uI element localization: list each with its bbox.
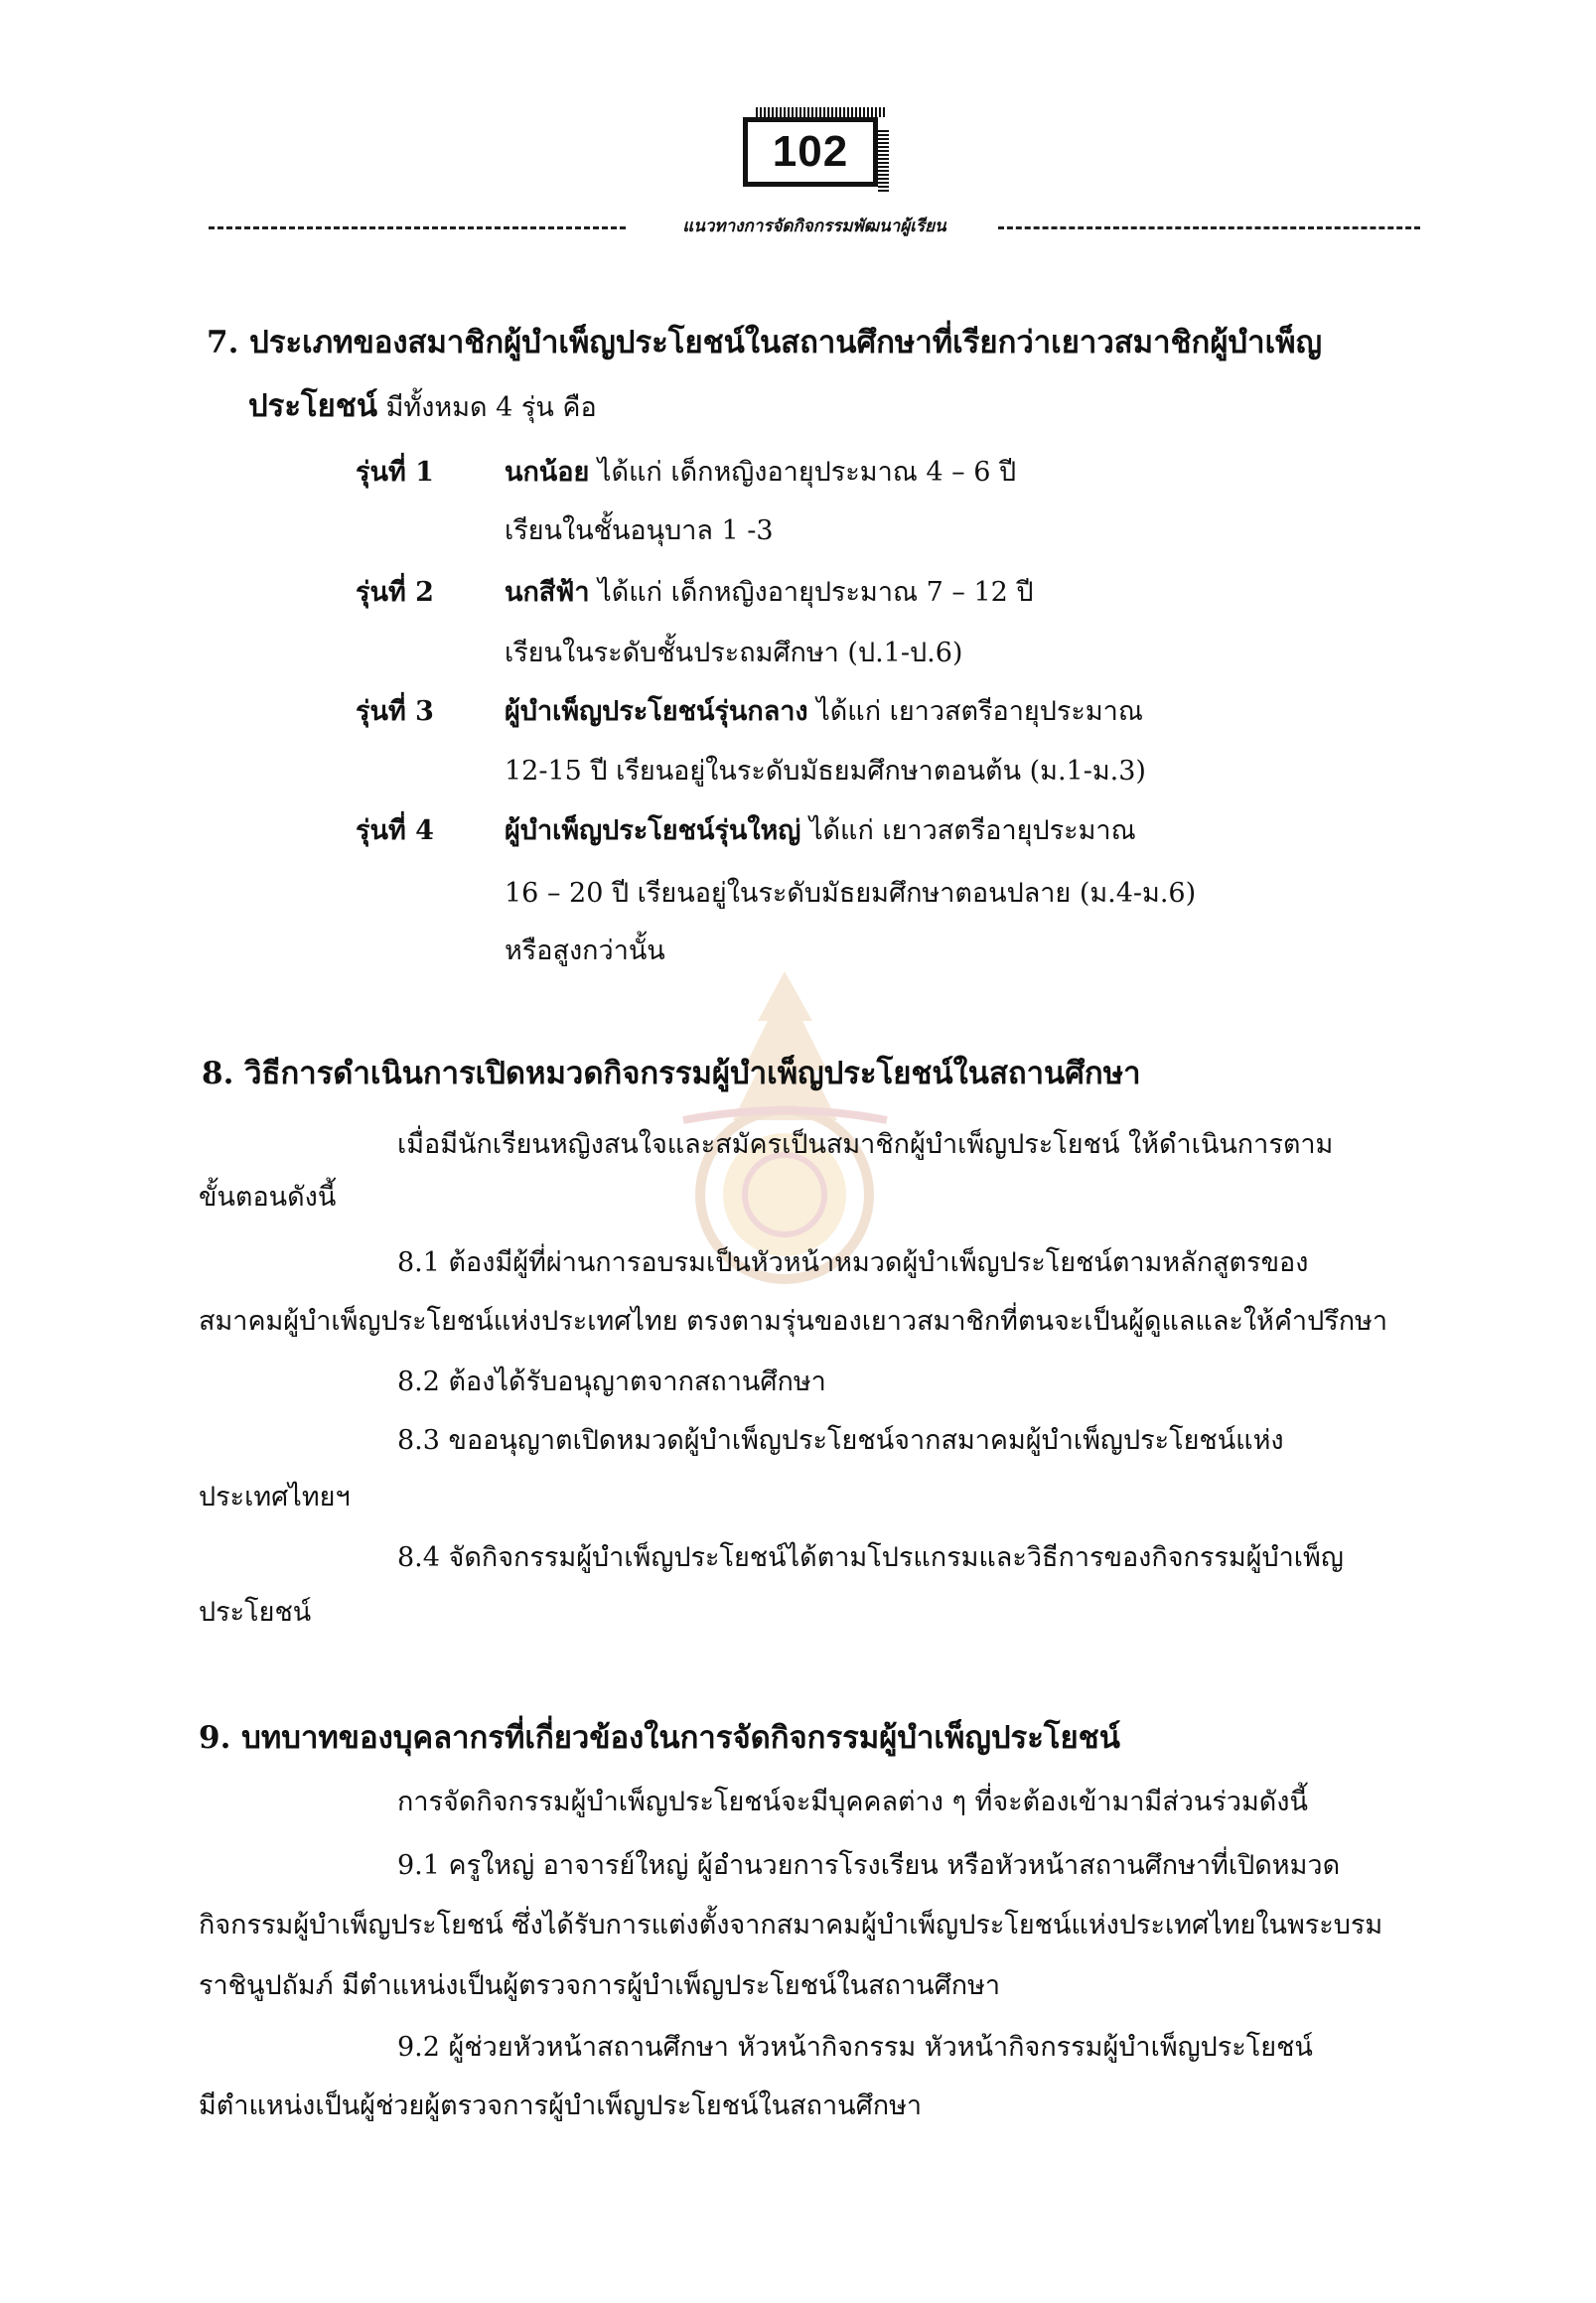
batch-label: รุ่นที่ 4 [356, 815, 434, 846]
batch-line2: เรียนในระดับชั้นประถมศึกษา (ป.1-ป.6) [505, 638, 963, 668]
section7-heading-line2 [248, 388, 597, 424]
batch-title: ผู้บำเพ็ญประโยชน์รุ่นกลาง [505, 696, 808, 727]
batch-label: รุ่นที่ 2 [356, 577, 434, 608]
batch-line [505, 817, 1136, 844]
section9-item-9-2-line1: 9.2 ผู้ช่วยหัวหน้าสถานศึกษา หัวหน้ากิจกรรม หัวหน้ากิจกรรมผู้บำเพ็ญประโยชน์ [397, 2032, 1313, 2063]
batch-desc: ได้แก่ เด็กหญิงอายุประมาณ 7 – 12 ปี [589, 577, 1034, 608]
section8-item-8-4-line2: ประโยชน์ [199, 1597, 312, 1628]
section8-intro-line2: ขั้นตอนดังนี้ [199, 1182, 337, 1213]
section9-item-9-1-line2: กิจกรรมผู้บำเพ็ญประโยชน์ ซึ่งได้รับการแต่งตั้งจากสมาคมผู้บำเพ็ญประโยชน์แห่งประเทศไทยในพระบรม [199, 1910, 1383, 1941]
batch-title: นกน้อย [505, 457, 590, 488]
section9-intro: การจัดกิจกรรมผู้บำเพ็ญประโยชน์จะมีบุคคลต่าง ๆ ที่จะต้องเข้ามามีส่วนร่วมดังนี้ [397, 1787, 1308, 1817]
header-rule-right [998, 226, 1420, 229]
batch-title: นกสีฟ้า [505, 577, 590, 608]
section8-item-8-1-line1: 8.1 ต้องมีผู้ที่ผ่านการอบรมเป็นหัวหน้าหมวดผู้บำเพ็ญประโยชน์ตามหลักสูตรของ [397, 1247, 1309, 1278]
batch-desc: ได้แก่ เด็กหญิงอายุประมาณ 4 – 6 ปี [589, 457, 1017, 488]
section8-item-8-3-line1: 8.3 ขออนุญาตเปิดหมวดผู้บำเพ็ญประโยชน์จากสมาคมผู้บำเพ็ญประโยชน์แห่ง [397, 1425, 1284, 1456]
header-rule-left [209, 226, 626, 229]
batch-line2: 12-15 ปี เรียนอยู่ในระดับมัธยมศึกษาตอนต้น (ม.1-ม.3) [505, 756, 1146, 787]
section8-item-8-3-line2: ประเทศไทยฯ [199, 1482, 351, 1512]
section7-heading-bold: ประโยชน์ [248, 388, 378, 424]
section9-item-9-1-line1: 9.1 ครูใหญ่ อาจารย์ใหญ่ ผู้อำนวยการโรงเรียน หรือหัวหน้าสถานศึกษาที่เปิดหมวด [397, 1850, 1341, 1881]
batch-label: รุ่นที่ 1 [356, 457, 434, 488]
section8-heading: 8. วิธีการดำเนินการเปิดหมวดกิจกรรมผู้บำเพ็ญประโยชน์ในสถานศึกษา [202, 1056, 1141, 1091]
page-number: 102 [772, 127, 849, 176]
watermark-seal-icon [663, 961, 907, 1289]
section9-item-9-1-line3: ราชินูปถัมภ์ มีตำแหน่งเป็นผู้ตรวจการผู้บำเพ็ญประโยชน์ในสถานศึกษา [199, 1970, 1001, 2001]
batch-line2: 16 – 20 ปี เรียนอยู่ในระดับมัธยมศึกษาตอนปลาย (ม.4-ม.6) [505, 878, 1197, 909]
batch-line [505, 698, 1143, 725]
section7-heading-line1: 7. ประเภทของสมาชิกผู้บำเพ็ญประโยชน์ในสถานศึกษาที่เรียกว่าเยาวสมาชิกผู้บำเพ็ญ [207, 325, 1323, 360]
section7-heading-rest: มีทั้งหมด 4 รุ่น คือ [377, 392, 597, 423]
batch-title: ผู้บำเพ็ญประโยชน์รุ่นใหญ่ [505, 815, 801, 846]
batch-desc: ได้แก่ เยาวสตรีอายุประมาณ [800, 815, 1136, 846]
page-number-box [743, 117, 878, 187]
section9-heading: 9. บทบาทของบุคลากรที่เกี่ยวข้องในการจัดกิจกรรมผู้บำเพ็ญประโยชน์ [199, 1720, 1120, 1756]
batch-line [505, 459, 1016, 486]
section9-item-9-2-line2: มีตำแหน่งเป็นผู้ช่วยผู้ตรวจการผู้บำเพ็ญประโยชน์ในสถานศึกษา [199, 2090, 923, 2121]
section8-item-8-2: 8.2 ต้องได้รับอนุญาตจากสถานศึกษา [397, 1367, 826, 1397]
running-title: แนวทางการจัดกิจกรรมพัฒนาผู้เรียน [682, 216, 946, 236]
batch-line3: หรือสูงกว่านั้น [505, 936, 665, 966]
batch-label: รุ่นที่ 3 [356, 696, 434, 727]
batch-line2: เรียนในชั้นอนุบาล 1 -3 [505, 515, 774, 546]
batch-line [505, 579, 1034, 606]
section8-intro-line1: เมื่อมีนักเรียนหญิงสนใจและสมัครเป็นสมาชิกผู้บำเพ็ญประโยชน์ ให้ดำเนินการตาม [397, 1129, 1334, 1160]
section8-item-8-4-line1: 8.4 จัดกิจกรรมผู้บำเพ็ญประโยชน์ได้ตามโปรแกรมและวิธีการของกิจกรรมผู้บำเพ็ญ [397, 1542, 1344, 1573]
section8-item-8-1-line2: สมาคมผู้บำเพ็ญประโยชน์แห่งประเทศไทย ตรงตามรุ่นของเยาวสมาชิกที่ตนจะเป็นผู้ดูแลและให้คำปรึกษา [199, 1306, 1388, 1337]
batch-desc: ได้แก่ เยาวสตรีอายุประมาณ [807, 696, 1143, 727]
